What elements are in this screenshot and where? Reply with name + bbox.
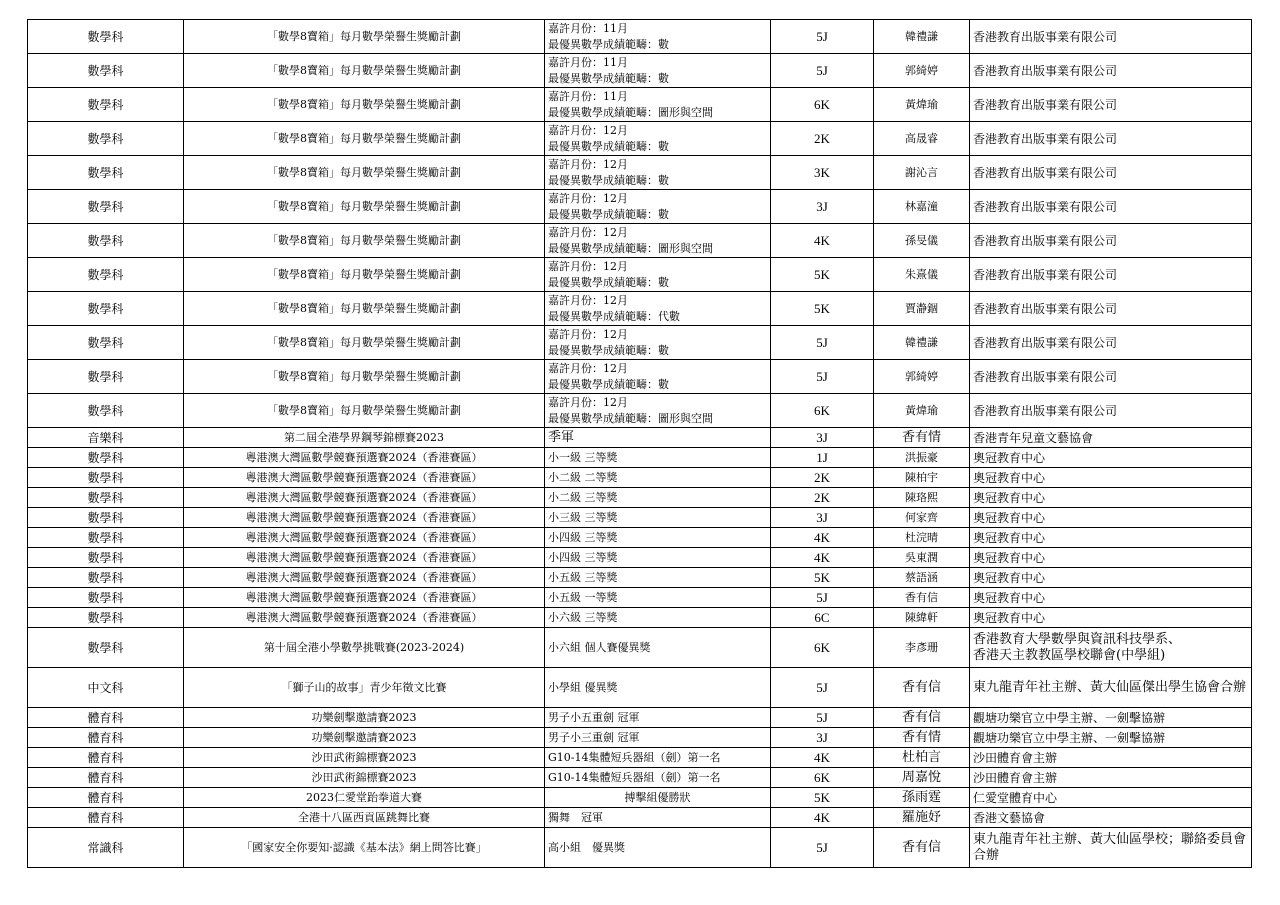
table-row (28, 448, 1252, 468)
award-cell: 嘉許月份：12月 最優異數學成績範疇：圖形與空間 (545, 394, 771, 428)
class-cell: 5K (771, 568, 874, 588)
student-name-cell: 郭綺婷 (874, 54, 970, 88)
subject-cell: 數學科 (28, 190, 184, 224)
table-row (28, 190, 1252, 224)
award-cell: 嘉許月份：12月 最優異數學成績範疇：數 (545, 360, 771, 394)
student-name-cell: 吳東潤 (874, 548, 970, 568)
subject-cell: 數學科 (28, 156, 184, 190)
award-cell: 男子小三重劍 冠軍 (545, 728, 771, 748)
class-cell: 5J (771, 668, 874, 708)
table-row (28, 88, 1252, 122)
award-cell: G10-14集體短兵器組（劍）第一名 (545, 768, 771, 788)
organizer-cell: 香港教育出版事業有限公司 (970, 88, 1252, 122)
student-name-cell: 香有情 (874, 428, 970, 448)
event-cell: 「數學8寶箱」每月數學榮譽生獎勵計劃 (184, 292, 545, 326)
table-row (28, 20, 1252, 54)
student-name-cell: 杜柏言 (874, 748, 970, 768)
event-cell: 「數學8寶箱」每月數學榮譽生獎勵計劃 (184, 88, 545, 122)
subject-cell: 數學科 (28, 258, 184, 292)
class-cell: 4K (771, 548, 874, 568)
organizer-cell: 奧冠教育中心 (970, 448, 1252, 468)
student-name-cell: 李彥珊 (874, 628, 970, 668)
table-row (28, 568, 1252, 588)
event-cell: 功樂劍擊邀請賽2023 (184, 708, 545, 728)
event-cell: 粵港澳大灣區數學競賽預選賽2024（香港賽區） (184, 468, 545, 488)
subject-cell: 中文科 (28, 668, 184, 708)
class-cell: 5J (771, 360, 874, 394)
subject-cell: 體育科 (28, 808, 184, 828)
event-cell: 「數學8寶箱」每月數學榮譽生獎勵計劃 (184, 224, 545, 258)
organizer-cell: 奧冠教育中心 (970, 488, 1252, 508)
award-cell: 小五級 一等獎 (545, 588, 771, 608)
subject-cell: 體育科 (28, 728, 184, 748)
student-name-cell: 香有信 (874, 828, 970, 868)
organizer-cell: 香港青年兒童文藝協會 (970, 428, 1252, 448)
subject-cell: 數學科 (28, 528, 184, 548)
subject-cell: 數學科 (28, 54, 184, 88)
event-cell: 粵港澳大灣區數學競賽預選賽2024（香港賽區） (184, 448, 545, 468)
table-row (28, 668, 1252, 708)
table-row (28, 292, 1252, 326)
class-cell: 6K (771, 768, 874, 788)
organizer-cell: 香港教育出版事業有限公司 (970, 122, 1252, 156)
subject-cell: 數學科 (28, 122, 184, 156)
organizer-cell: 香港教育出版事業有限公司 (970, 54, 1252, 88)
class-cell: 5J (771, 326, 874, 360)
student-name-cell: 林嘉潼 (874, 190, 970, 224)
organizer-cell: 奧冠教育中心 (970, 548, 1252, 568)
award-cell: 搏擊組優勝狀 (545, 788, 771, 808)
subject-cell: 體育科 (28, 748, 184, 768)
award-cell: 小三級 三等獎 (545, 508, 771, 528)
event-cell: 「獅子山的故事」青少年徵文比賽 (184, 668, 545, 708)
event-cell: 第二屆全港學界鋼琴錦標賽2023 (184, 428, 545, 448)
class-cell: 5J (771, 828, 874, 868)
organizer-cell: 香港教育出版事業有限公司 (970, 224, 1252, 258)
subject-cell: 數學科 (28, 608, 184, 628)
organizer-cell: 香港教育出版事業有限公司 (970, 258, 1252, 292)
student-name-cell: 香有情 (874, 728, 970, 748)
subject-cell: 數學科 (28, 448, 184, 468)
student-name-cell: 謝沁言 (874, 156, 970, 190)
student-name-cell: 朱熹儀 (874, 258, 970, 292)
event-cell: 「數學8寶箱」每月數學榮譽生獎勵計劃 (184, 122, 545, 156)
event-cell: 粵港澳大灣區數學競賽預選賽2024（香港賽區） (184, 528, 545, 548)
organizer-cell: 香港教育出版事業有限公司 (970, 326, 1252, 360)
table-row (28, 808, 1252, 828)
event-cell: 粵港澳大灣區數學競賽預選賽2024（香港賽區） (184, 488, 545, 508)
subject-cell: 常識科 (28, 828, 184, 868)
subject-cell: 數學科 (28, 326, 184, 360)
table-row (28, 528, 1252, 548)
student-name-cell: 香有信 (874, 708, 970, 728)
subject-cell: 數學科 (28, 20, 184, 54)
organizer-cell: 奧冠教育中心 (970, 588, 1252, 608)
organizer-cell: 香港教育出版事業有限公司 (970, 20, 1252, 54)
student-name-cell: 周嘉悅 (874, 768, 970, 788)
class-cell: 4K (771, 748, 874, 768)
event-cell: 「數學8寶箱」每月數學榮譽生獎勵計劃 (184, 190, 545, 224)
class-cell: 2K (771, 468, 874, 488)
subject-cell: 數學科 (28, 548, 184, 568)
organizer-cell: 奧冠教育中心 (970, 508, 1252, 528)
table-row (28, 828, 1252, 868)
award-cell: 嘉許月份：12月 最優異數學成績範疇：數 (545, 190, 771, 224)
organizer-cell: 東九龍青年社主辦、黃大仙區傑出學生協會合辦 (970, 668, 1252, 708)
subject-cell: 體育科 (28, 708, 184, 728)
organizer-cell: 觀塘功樂官立中學主辦、一劍擊協辦 (970, 708, 1252, 728)
subject-cell: 數學科 (28, 568, 184, 588)
class-cell: 4K (771, 224, 874, 258)
class-cell: 6K (771, 628, 874, 668)
class-cell: 3K (771, 156, 874, 190)
organizer-cell: 東九龍青年社主辦、黃大仙區學校；聯絡委員會合辦 (970, 828, 1252, 868)
class-cell: 6K (771, 88, 874, 122)
award-cell: 小四級 三等獎 (545, 548, 771, 568)
table-row (28, 608, 1252, 628)
award-cell: 男子小五重劍 冠軍 (545, 708, 771, 728)
organizer-cell: 仁愛堂體育中心 (970, 788, 1252, 808)
table-row (28, 122, 1252, 156)
class-cell: 5K (771, 258, 874, 292)
class-cell: 5J (771, 708, 874, 728)
table-row (28, 468, 1252, 488)
event-cell: 「國家安全你要知·認識《基本法》網上問答比賽」 (184, 828, 545, 868)
class-cell: 5K (771, 788, 874, 808)
event-cell: 「數學8寶箱」每月數學榮譽生獎勵計劃 (184, 54, 545, 88)
organizer-cell: 沙田體育會主辦 (970, 748, 1252, 768)
subject-cell: 數學科 (28, 468, 184, 488)
table-row (28, 54, 1252, 88)
table-row (28, 258, 1252, 292)
student-name-cell: 韓禮謙 (874, 20, 970, 54)
award-cell: 小一級 三等獎 (545, 448, 771, 468)
subject-cell: 數學科 (28, 628, 184, 668)
student-name-cell: 郭綺婷 (874, 360, 970, 394)
table-row (28, 588, 1252, 608)
award-cell: 獨舞 冠軍 (545, 808, 771, 828)
table-row (28, 628, 1252, 668)
event-cell: 粵港澳大灣區數學競賽預選賽2024（香港賽區） (184, 568, 545, 588)
class-cell: 5K (771, 292, 874, 326)
awards-table (27, 19, 1252, 868)
table-row (28, 326, 1252, 360)
event-cell: 粵港澳大灣區數學競賽預選賽2024（香港賽區） (184, 588, 545, 608)
organizer-cell: 香港教育出版事業有限公司 (970, 360, 1252, 394)
class-cell: 6K (771, 394, 874, 428)
subject-cell: 音樂科 (28, 428, 184, 448)
award-cell: 嘉許月份：12月 最優異數學成績範疇：數 (545, 326, 771, 360)
award-cell: 嘉許月份：11月 最優異數學成績範疇：數 (545, 20, 771, 54)
event-cell: 「數學8寶箱」每月數學榮譽生獎勵計劃 (184, 394, 545, 428)
student-name-cell: 高晟睿 (874, 122, 970, 156)
subject-cell: 數學科 (28, 88, 184, 122)
organizer-cell: 香港文藝協會 (970, 808, 1252, 828)
subject-cell: 體育科 (28, 788, 184, 808)
award-cell: 小六級 三等獎 (545, 608, 771, 628)
class-cell: 4K (771, 528, 874, 548)
student-name-cell: 杜浣晴 (874, 528, 970, 548)
table-row (28, 360, 1252, 394)
award-cell: 嘉許月份：12月 最優異數學成績範疇：數 (545, 156, 771, 190)
student-name-cell: 羅施妤 (874, 808, 970, 828)
event-cell: 「數學8寶箱」每月數學榮譽生獎勵計劃 (184, 360, 545, 394)
award-cell: 小學組 優異獎 (545, 668, 771, 708)
award-cell: 嘉許月份：12月 最優異數學成績範疇：圖形與空間 (545, 224, 771, 258)
student-name-cell: 洪振豪 (874, 448, 970, 468)
event-cell: 全港十八區西貢區跳舞比賽 (184, 808, 545, 828)
organizer-cell: 香港教育出版事業有限公司 (970, 292, 1252, 326)
table-row (28, 788, 1252, 808)
organizer-cell: 香港教育大學數學與資訊科技學系、 香港天主教教區學校聯會(中學組) (970, 628, 1252, 668)
table-row (28, 748, 1252, 768)
class-cell: 3J (771, 508, 874, 528)
subject-cell: 數學科 (28, 508, 184, 528)
class-cell: 3J (771, 190, 874, 224)
award-cell: 小二級 二等獎 (545, 468, 771, 488)
table-row (28, 548, 1252, 568)
organizer-cell: 奧冠教育中心 (970, 608, 1252, 628)
table-row (28, 224, 1252, 258)
event-cell: 沙田武術錦標賽2023 (184, 768, 545, 788)
organizer-cell: 觀塘功樂官立中學主辦、一劍擊協辦 (970, 728, 1252, 748)
class-cell: 3J (771, 428, 874, 448)
subject-cell: 數學科 (28, 488, 184, 508)
event-cell: 第十屆全港小學數學挑戰賽(2023-2024) (184, 628, 545, 668)
class-cell: 2K (771, 122, 874, 156)
award-cell: 小四級 三等獎 (545, 528, 771, 548)
award-cell: 嘉許月份：12月 最優異數學成績範疇：數 (545, 122, 771, 156)
organizer-cell: 奧冠教育中心 (970, 528, 1252, 548)
event-cell: 粵港澳大灣區數學競賽預選賽2024（香港賽區） (184, 508, 545, 528)
event-cell: 2023仁愛堂跆拳道大賽 (184, 788, 545, 808)
award-cell: 季軍 (545, 428, 771, 448)
subject-cell: 數學科 (28, 588, 184, 608)
class-cell: 4K (771, 808, 874, 828)
subject-cell: 數學科 (28, 292, 184, 326)
student-name-cell: 香有信 (874, 668, 970, 708)
subject-cell: 體育科 (28, 768, 184, 788)
award-cell: 嘉許月份：12月 最優異數學成績範疇：代數 (545, 292, 771, 326)
award-cell: 嘉許月份：11月 最優異數學成績範疇：圖形與空間 (545, 88, 771, 122)
organizer-cell: 奧冠教育中心 (970, 468, 1252, 488)
organizer-cell: 香港教育出版事業有限公司 (970, 190, 1252, 224)
class-cell: 5J (771, 588, 874, 608)
class-cell: 5J (771, 20, 874, 54)
table-row (28, 768, 1252, 788)
student-name-cell: 香有信 (874, 588, 970, 608)
student-name-cell: 黃煒瑜 (874, 394, 970, 428)
event-cell: 「數學8寶箱」每月數學榮譽生獎勵計劃 (184, 156, 545, 190)
table-row (28, 508, 1252, 528)
award-cell: 高小組 優異獎 (545, 828, 771, 868)
class-cell: 1J (771, 448, 874, 468)
student-name-cell: 孫旻儀 (874, 224, 970, 258)
student-name-cell: 賈瀞錮 (874, 292, 970, 326)
organizer-cell: 奧冠教育中心 (970, 568, 1252, 588)
subject-cell: 數學科 (28, 224, 184, 258)
student-name-cell: 陳緯軒 (874, 608, 970, 628)
event-cell: 「數學8寶箱」每月數學榮譽生獎勵計劃 (184, 20, 545, 54)
organizer-cell: 香港教育出版事業有限公司 (970, 156, 1252, 190)
student-name-cell: 韓禮謙 (874, 326, 970, 360)
student-name-cell: 黃煒瑜 (874, 88, 970, 122)
table-row (28, 428, 1252, 448)
subject-cell: 數學科 (28, 394, 184, 428)
event-cell: 「數學8寶箱」每月數學榮譽生獎勵計劃 (184, 326, 545, 360)
student-name-cell: 陳珞熙 (874, 488, 970, 508)
award-cell: 小二級 三等獎 (545, 488, 771, 508)
table-row (28, 394, 1252, 428)
student-name-cell: 蔡語涵 (874, 568, 970, 588)
event-cell: 功樂劍擊邀請賽2023 (184, 728, 545, 748)
award-cell: 嘉許月份：11月 最優異數學成績範疇：數 (545, 54, 771, 88)
class-cell: 3J (771, 728, 874, 748)
award-cell: 小六組 個人賽優異獎 (545, 628, 771, 668)
class-cell: 2K (771, 488, 874, 508)
award-cell: 嘉許月份：12月 最優異數學成績範疇：數 (545, 258, 771, 292)
table-row (28, 728, 1252, 748)
organizer-cell: 香港教育出版事業有限公司 (970, 394, 1252, 428)
award-cell: 小五級 三等獎 (545, 568, 771, 588)
student-name-cell: 孫雨霆 (874, 788, 970, 808)
award-cell: G10-14集體短兵器組（劍）第一名 (545, 748, 771, 768)
event-cell: 粵港澳大灣區數學競賽預選賽2024（香港賽區） (184, 548, 545, 568)
student-name-cell: 何家齊 (874, 508, 970, 528)
event-cell: 「數學8寶箱」每月數學榮譽生獎勵計劃 (184, 258, 545, 292)
subject-cell: 數學科 (28, 360, 184, 394)
student-name-cell: 陳柏宇 (874, 468, 970, 488)
table-row (28, 156, 1252, 190)
event-cell: 沙田武術錦標賽2023 (184, 748, 545, 768)
class-cell: 6C (771, 608, 874, 628)
table-row (28, 488, 1252, 508)
organizer-cell: 沙田體育會主辦 (970, 768, 1252, 788)
class-cell: 5J (771, 54, 874, 88)
event-cell: 粵港澳大灣區數學競賽預選賽2024（香港賽區） (184, 608, 545, 628)
table-row (28, 708, 1252, 728)
